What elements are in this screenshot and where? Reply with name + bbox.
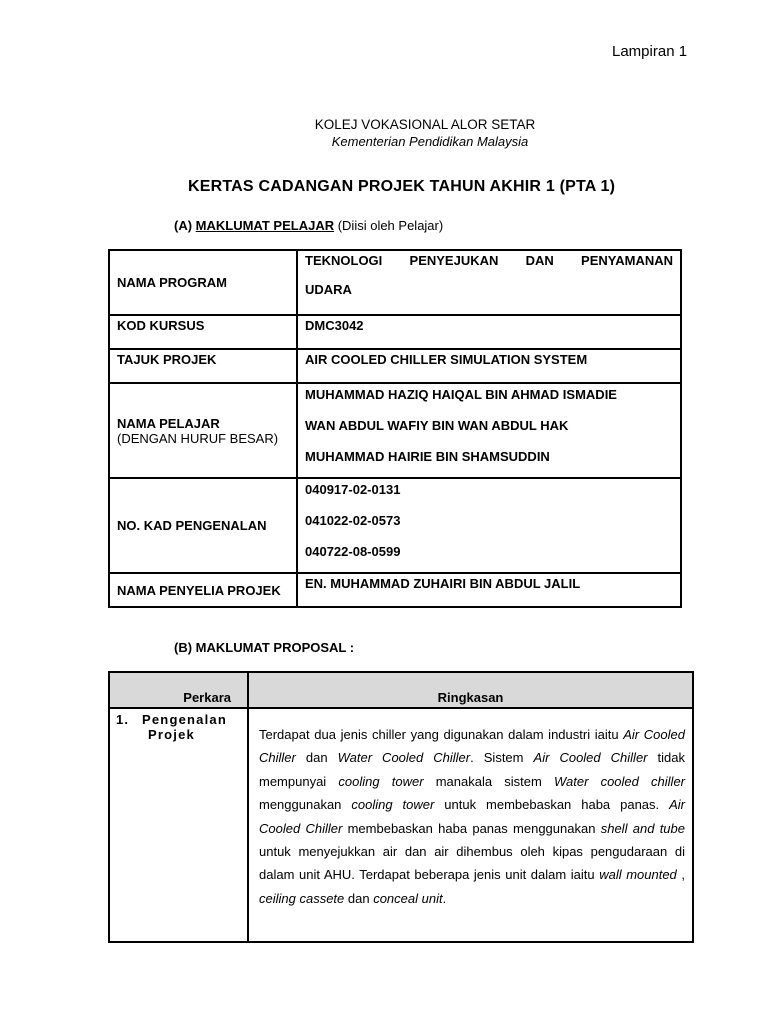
text-segment: untuk menyejukkan air dan air dihembus oleh kipas pengudaraan di dalam unit AHU. Terdapat beberapa jenis unit dalam iaitu bbox=[259, 844, 685, 883]
student-name-3: MUHAMMAD HAIRIE BIN SHAMSUDDIN bbox=[305, 449, 550, 464]
italic-term: Water cooled chiller bbox=[553, 773, 686, 789]
college-name: KOLEJ VOKASIONAL ALOR SETAR bbox=[314, 117, 536, 132]
appendix-label: Lampiran 1 bbox=[612, 43, 688, 60]
italic-term: conceal unit bbox=[373, 890, 443, 906]
italic-term: Air Cooled Chiller bbox=[533, 750, 648, 766]
student-name-label-sub: (DENGAN HURUF BESAR) bbox=[117, 430, 279, 446]
italic-term: ceiling cassete bbox=[259, 890, 345, 906]
table-header-row bbox=[109, 672, 693, 708]
italic-term: wall mounted bbox=[599, 867, 677, 883]
student-name-label-main: NAMA PELAJAR bbox=[117, 415, 220, 431]
project-value: AIR COOLED CHILLER SIMULATION SYSTEM bbox=[297, 349, 681, 383]
text-segment: dan bbox=[295, 750, 338, 766]
column-header-perkara: Perkara bbox=[109, 672, 248, 708]
college-header bbox=[0, 117, 768, 149]
text-segment: tidak mempunyai bbox=[259, 750, 686, 789]
supervisor-value: EN. MUHAMMAD ZUHAIRI BIN ABDUL JALIL bbox=[297, 573, 681, 607]
italic-term: cooling tower bbox=[351, 797, 435, 813]
project-label: TAJUK PROJEK bbox=[109, 349, 297, 383]
ic-label: NO. KAD PENGENALAN bbox=[109, 478, 297, 573]
table-row bbox=[109, 250, 681, 315]
proposal-table bbox=[108, 671, 694, 943]
table-row bbox=[109, 573, 681, 607]
ministry-name: Kementerian Pendidikan Malaysia bbox=[331, 134, 529, 149]
course-label: KOD KURSUS bbox=[109, 315, 297, 349]
text-segment: . bbox=[442, 890, 447, 906]
program-value-line1: TEKNOLOGI PENYEJUKAN DAN PENYAMANAN bbox=[305, 253, 673, 268]
ic-numbers bbox=[297, 478, 681, 573]
table-row bbox=[109, 383, 681, 478]
section-a-prefix: (A) bbox=[174, 218, 193, 233]
course-value: DMC3042 bbox=[297, 315, 681, 349]
student-name-1: MUHAMMAD HAZIQ HAIQAL BIN AHMAD ISMADIE bbox=[305, 387, 617, 402]
student-name-2: WAN ABDUL WAFIY BIN WAN ABDUL HAK bbox=[305, 418, 569, 433]
column-header-ringkasan: Ringkasan bbox=[248, 672, 693, 708]
table-row bbox=[109, 708, 693, 942]
section-a-note: (Diisi oleh Pelajar) bbox=[337, 218, 444, 233]
row-perkara bbox=[109, 708, 248, 942]
text-segment: . Sistem bbox=[470, 750, 534, 766]
italic-term: Air Cooled Chiller bbox=[259, 727, 685, 766]
program-label: NAMA PROGRAM bbox=[109, 250, 297, 315]
row-ringkasan-text bbox=[248, 708, 693, 942]
text-segment: menggunakan bbox=[259, 797, 352, 813]
ic-number-2: 041022-02-0573 bbox=[305, 513, 401, 528]
text-segment: membebaskan haba panas menggunakan bbox=[342, 820, 601, 836]
document-title: KERTAS CADANGAN PROJEK TAHUN AKHIR 1 (PTA 1) bbox=[188, 178, 616, 195]
program-value bbox=[297, 250, 681, 315]
section-a-title: MAKLUMAT PELAJAR bbox=[195, 218, 335, 233]
table-row bbox=[109, 478, 681, 573]
italic-term: shell and tube bbox=[600, 820, 685, 836]
text-segment: dan bbox=[344, 890, 374, 906]
text-segment: manakala sistem bbox=[423, 773, 554, 789]
italic-term: Air Cooled Chiller bbox=[259, 797, 685, 836]
student-names bbox=[297, 383, 681, 478]
row-label-line2: Projek bbox=[148, 727, 195, 742]
row-label-line1: Pengenalan bbox=[142, 712, 227, 727]
text-segment: , bbox=[676, 867, 685, 883]
student-info-table bbox=[108, 249, 682, 608]
supervisor-label: NAMA PENYELIA PROJEK bbox=[109, 573, 297, 607]
section-a-heading bbox=[174, 218, 443, 233]
text-segment: Terdapat dua jenis chiller yang digunakan dalam industri iaitu bbox=[259, 727, 624, 742]
table-row bbox=[109, 349, 681, 383]
ic-number-1: 040917-02-0131 bbox=[305, 482, 401, 497]
student-name-label bbox=[109, 383, 297, 478]
text-segment: untuk membebaskan haba panas. bbox=[434, 797, 670, 813]
italic-term: cooling tower bbox=[338, 773, 424, 789]
table-row bbox=[109, 315, 681, 349]
row-number: 1. bbox=[116, 712, 130, 727]
section-b-heading: (B) MAKLUMAT PROPOSAL : bbox=[174, 640, 355, 655]
italic-term: Water Cooled Chiller bbox=[337, 750, 471, 766]
program-value-line2: UDARA bbox=[305, 282, 352, 297]
ic-number-3: 040722-08-0599 bbox=[305, 544, 401, 559]
